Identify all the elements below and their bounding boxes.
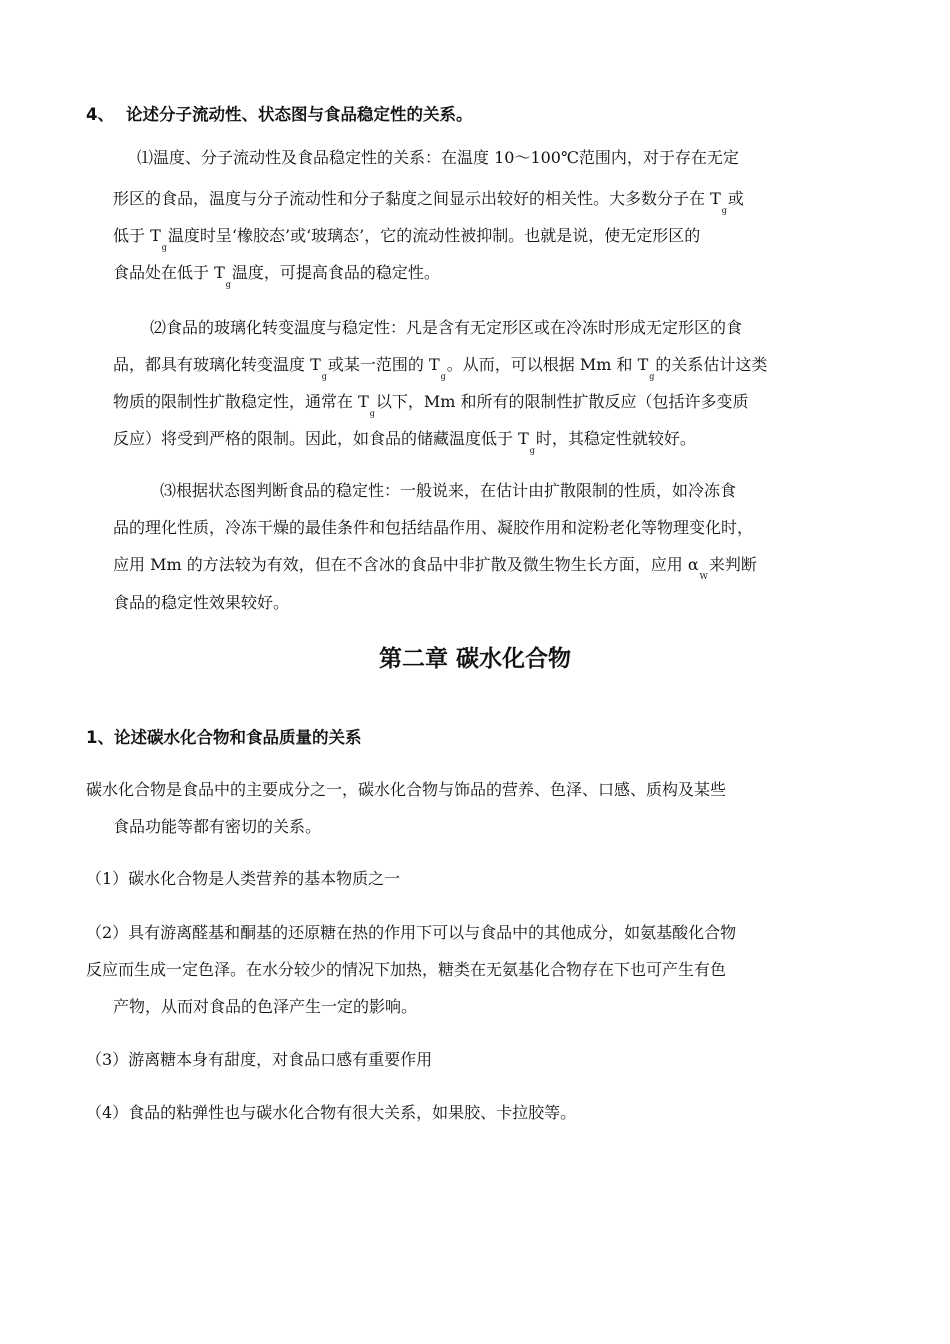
item-2-line-2: 反应而生成一定色泽。在水分较少的情况下加热，糖类在无氨基化合物存在下也可产生有色 [86, 960, 727, 979]
p1-line-1: ⑴温度、分子流动性及食品稳定性的关系：在温度 10～100℃范围内，对于存在无定 [137, 148, 739, 167]
question-text: 论述分子流动性、状态图与食品稳定性的关系。 [126, 105, 473, 124]
item-2-line-1: （2）具有游离醛基和酮基的还原糖在热的作用下可以与食品中的其他成分，如氨基酸化合物 [86, 923, 737, 942]
p2-line-2: 品，都具有玻璃化转变温度 $T_g$或某一范围的 $T_g$。从而，可以根据 Mm 和 $T_g$的关系估计这类 [113, 355, 768, 381]
p3-line-1: ⑶根据状态图判断食品的稳定性：一般说来，在估计由扩散限制的性质，如冷冻食 [160, 481, 737, 500]
intro-line-1: 碳水化合物是食品中的主要成分之一，碳水化合物与饰品的营养、色泽、口感、质构及某些 [86, 780, 727, 799]
p1-line-2: 形区的食品，温度与分子流动性和分子黏度之间显示出较好的相关性。大多数分子在 $T_g$或 [113, 189, 744, 215]
p1-line-4: 食品处在低于 $T_g$温度，可提高食品的稳定性。 [113, 263, 440, 289]
item-2-line-3: 产物，从而对食品的色泽产生一定的影响。 [113, 997, 418, 1016]
question-4-title [86, 101, 473, 125]
intro-line-2: 食品功能等都有密切的关系。 [113, 817, 322, 836]
item-4: （4）食品的粘弹性也与碳水化合物有很大关系，如果胶、卡拉胶等。 [86, 1103, 577, 1122]
p3-line-3: 应用 Mm 的方法较为有效，但在不含冰的食品中非扩散及微生物生长方面，应用 $\alpha_W$来判断 [113, 555, 757, 581]
p1-line-3: 低于 $T_g$温度时呈‘橡胶态’或‘玻璃态’，它的流动性被抑制。也就是说，使无定形区的 [113, 226, 701, 252]
p3-line-2: 品的理化性质，冷冻干燥的最佳条件和包括结晶作用、凝胶作用和淀粉老化等物理变化时， [113, 518, 754, 537]
section-1-title: 1、论述碳水化合物和食品质量的关系 [86, 728, 362, 747]
p2-line-4: 反应）将受到严格的限制。因此，如食品的储藏温度低于 $T_g$时，其稳定性就较好。 [113, 429, 696, 455]
chapter-title: 第二章 碳水化合物 [378, 646, 571, 672]
p2-line-1: ⑵食品的玻璃化转变温度与稳定性：凡是含有无定形区或在冷冻时形成无定形区的食 [150, 318, 743, 337]
p2-line-3: 物质的限制性扩散稳定性，通常在 $T_g$以下，Mm 和所有的限制性扩散反应（包括许多变质 [113, 392, 749, 418]
item-1: （1）碳水化合物是人类营养的基本物质之一 [86, 869, 401, 888]
p3-line-4: 食品的稳定性效果较好。 [113, 593, 290, 612]
question-number: 4、 [86, 105, 114, 124]
item-3: （3）游离糖本身有甜度，对食品口感有重要作用 [86, 1050, 433, 1069]
